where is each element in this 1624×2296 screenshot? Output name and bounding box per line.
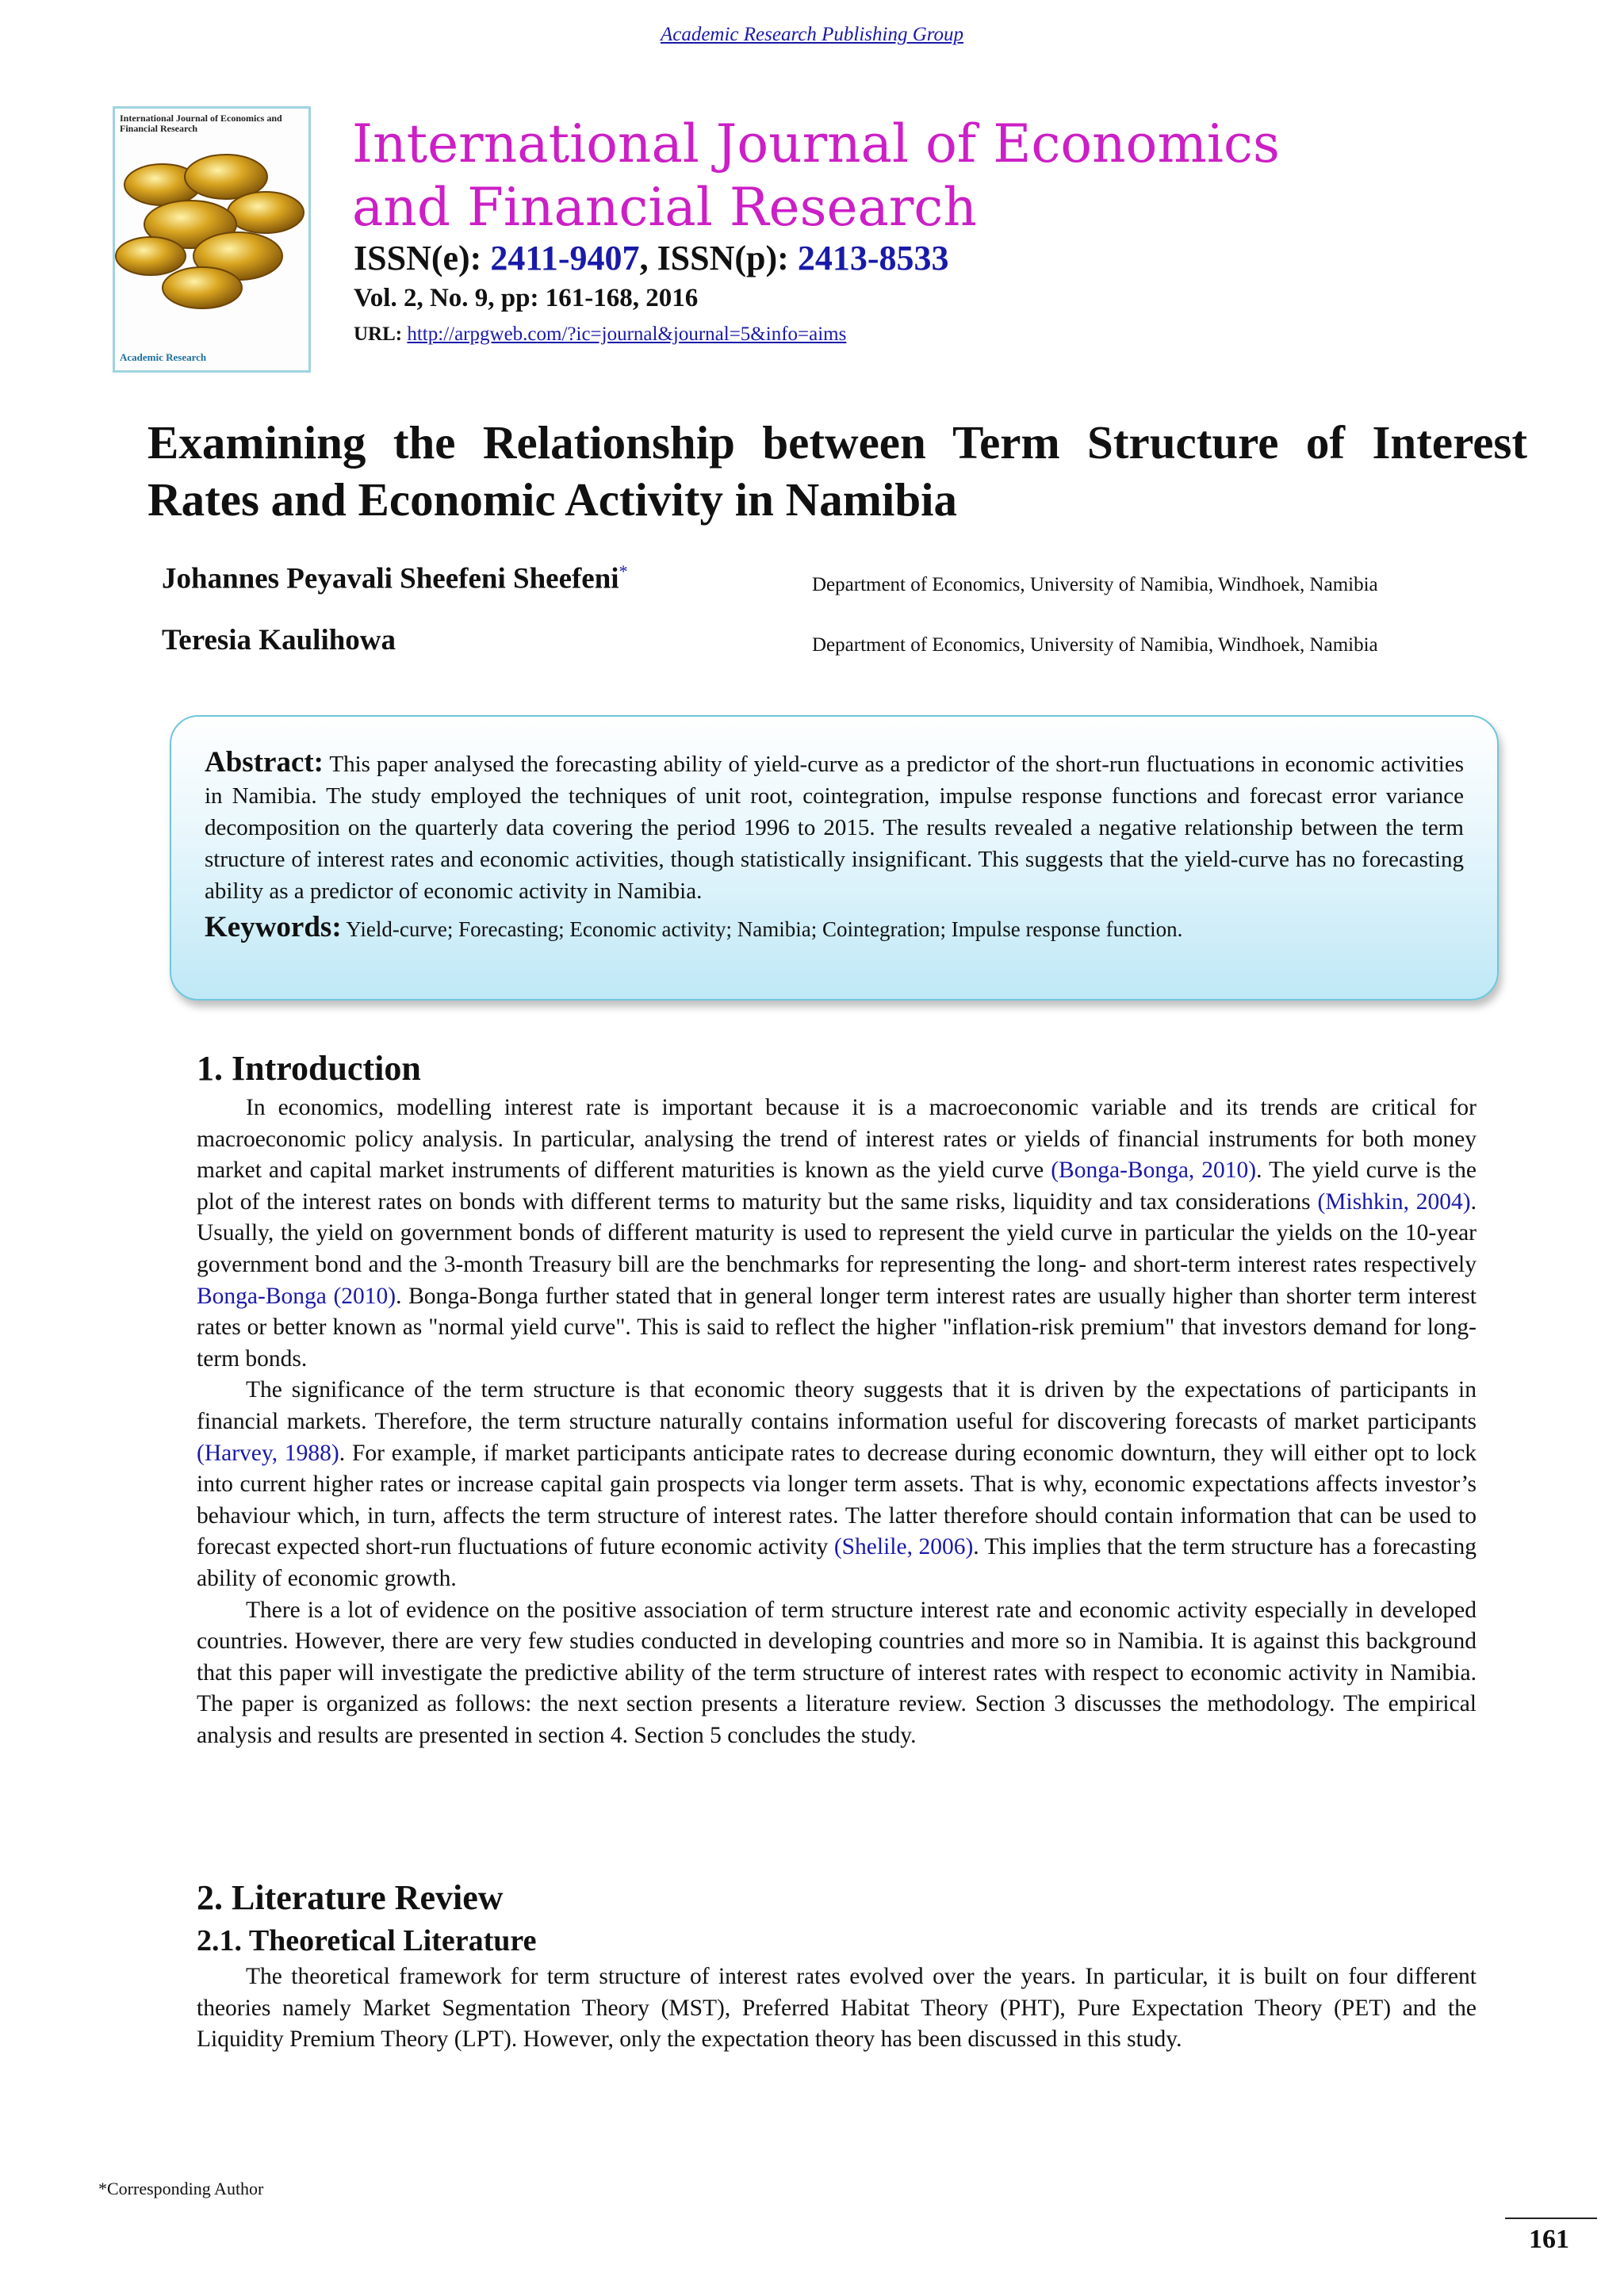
intro-paragraph-2: The significance of the term structure is that economic theory suggests that it is driven by the expectations of participants in financial markets. Therefore, the term structure naturally contains information useful for discovering forecasts of market participants (Harvey, 1988). For example, if market participants anticipate rates to decrease during economic downturn, they will either opt to lock into current higher rates or increase capital gain prospects via longer term assets. That is why, economic expectations affects investor’s behaviour which, in turn, affects the term structure of interest rates. The latter therefore should contain information that can be used to forecast expected short-run fluctuations of future economic activity (Shelile, 2006). This implies that the term structure has a forecasting ability of economic growth.	[197, 1377, 1477, 1591]
page-number-rule	[1505, 2218, 1597, 2219]
issn-e-number: 2411-9407	[490, 239, 640, 277]
intro-paragraph-1: In economics, modelling interest rate is important because it is a macroeconomic variable and its trends are critical for macroeconomic policy analysis. In particular, analysing the trend of interest rates or yields of financial instruments for both money market and capital market instruments of different maturities is known as the yield curve (Bonga-Bonga, 2010). The yield curve is the plot of the interest rates on bonds with different terms to maturity but the same risks, liquidity and tax considerations (Mishkin, 2004). Usually, the yield on government bonds of different maturity is used to represent the yield curve in particular the yields on the 10-year government bond and the 3-month Treasury bill are the benchmarks for representing the long- and short-term interest rates respectively Bonga-Bonga (2010). Bonga-Bonga further stated that in general longer term interest rates are usually higher than shorter term interest rates or better known as "normal yield curve". This is said to reflect the higher "inflation-risk premium" that investors demand for long-term bonds.	[197, 1095, 1477, 1372]
abstract-text	[205, 747, 1464, 907]
abstract-body: This paper analysed the forecasting ability of yield-curve as a predictor of the short-run fluctuations in economic activities in Namibia. The study employed the techniques of unit root, cointegration, impulse response functions and forecast error variance decomposition on the quarterly data covering the period 1996 to 2015. The results revealed a negative relationship between the term structure of interest rates and economic activities, though statistically insignificant. This suggests that the yield-curve has no forecasting ability as a predictor of economic activity in Namibia.	[205, 752, 1464, 904]
issn-line	[354, 238, 949, 278]
author-name-1: Johannes Peyavali Sheefeni Sheefeni*	[162, 561, 628, 595]
volume-line: Vol. 2, No. 9, pp: 161-168, 2016	[354, 284, 699, 312]
citation-link[interactable]: (Mishkin, 2004)	[1317, 1188, 1471, 1215]
introduction-body	[197, 1093, 1477, 1751]
journal-cover-image	[113, 106, 311, 373]
url-label: URL:	[354, 323, 408, 345]
citation-link[interactable]: (Harvey, 1988)	[197, 1440, 339, 1466]
cover-publisher-logo: Academic Research	[120, 351, 207, 363]
publisher-link[interactable]: Academic Research Publishing Group	[660, 24, 964, 45]
citation-link[interactable]: Bonga-Bonga (2010)	[197, 1283, 396, 1309]
abstract-label: Abstract:	[205, 746, 324, 779]
section-heading-introduction: 1. Introduction	[197, 1049, 421, 1088]
journal-title	[352, 113, 1383, 239]
issn-p-label: , ISSN(p):	[639, 239, 798, 277]
keywords-line	[205, 912, 1464, 945]
author-affiliation-1: Department of Economics, University of Namibia, Windhoek, Namibia	[812, 574, 1378, 595]
citation-link[interactable]: (Bonga-Bonga, 2010)	[1051, 1158, 1257, 1184]
keywords-text: Yield-curve; Forecasting; Economic activity; Namibia; Cointegration; Impulse response function.	[346, 917, 1183, 941]
intro-paragraph-3: There is a lot of evidence on the positive association of term structure interest rate and economic activity especially in developed countries. However, there are very few studies conducted in developing countries and more so in Namibia. It is against this background that this paper will investigate the predictive ability of the term structure of interest rates with respect to economic activity in Namibia. The paper is organized as follows: the next section presents a literature review. Section 3 discusses the methodology. The empirical analysis and results are presented in section 4. Section 5 concludes the study.	[197, 1597, 1477, 1748]
corresponding-author-footnote: *Corresponding Author	[98, 2179, 264, 2198]
issn-p-number: 2413-8533	[797, 239, 949, 277]
url-line	[354, 323, 846, 346]
literature-paragraph-1: The theoretical framework for term structure of interest rates evolved over the years. In particular, it is built on four different theories namely Market Segmentation Theory (MST), Preferred Habitat Theory (PHT), Pure Expectation Theory (PET) and the Liquidity Premium Theory (LPT). However, only the expectation theory has been discussed in this study.	[197, 1964, 1477, 2053]
page-number: 161	[1529, 2225, 1569, 2254]
paper-title: Examining the Relationship between Term Structure of Interest Rates and Economic Activity in Namibia	[147, 416, 1527, 526]
abstract-box	[170, 715, 1499, 1001]
section-heading-literature-review: 2. Literature Review	[197, 1878, 504, 1917]
journal-title-line-1: International Journal of Economics	[352, 113, 1280, 174]
literature-body	[197, 1961, 1477, 2056]
author-affiliation-2: Department of Economics, University of Namibia, Windhoek, Namibia	[812, 634, 1378, 656]
keywords-label: Keywords:	[205, 911, 342, 943]
journal-url-link[interactable]: http://arpgweb.com/?ic=journal&journal=5&info=aims	[407, 323, 847, 345]
journal-title-line-2: and Financial Research	[352, 177, 977, 238]
author-name-2: Teresia Kaulihowa	[162, 624, 396, 656]
subsection-heading-theoretical-literature: 2.1. Theoretical Literature	[197, 1924, 537, 1957]
gold-coins-icon	[115, 137, 308, 351]
issn-e-label: ISSN(e):	[354, 239, 491, 277]
citation-link[interactable]: (Shelile, 2006)	[833, 1534, 974, 1560]
cover-title: International Journal of Economics and Financial Research	[120, 113, 282, 134]
corresponding-author-mark[interactable]: *	[619, 561, 628, 581]
